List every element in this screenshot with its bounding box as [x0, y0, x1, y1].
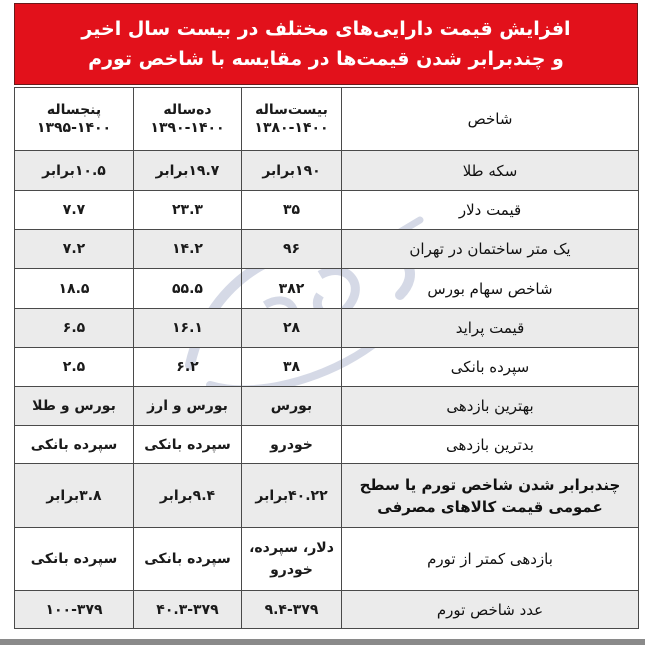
- cell-20-year: ۹.۴-۳۷۹: [242, 591, 342, 629]
- table-row: [15, 387, 639, 426]
- row-label: سپرده بانکی: [342, 348, 639, 387]
- table-row: [15, 309, 639, 348]
- cell-5-year: ۱۸.۵: [15, 269, 134, 309]
- table-row: [15, 426, 639, 464]
- cell-5-year: سپرده بانکی: [15, 528, 134, 591]
- cell-10-year: ۹.۴برابر: [134, 464, 242, 528]
- cell-5-year: ۲.۵: [15, 348, 134, 387]
- bottom-border-bar: [0, 639, 645, 645]
- cell-20-year: ۱۹۰برابر: [242, 151, 342, 191]
- cell-20-year: دلار، سپرده، خودرو: [242, 528, 342, 591]
- cell-5-year: ۱۰۰-۳۷۹: [15, 591, 134, 629]
- table-row: [15, 591, 639, 629]
- cell-10-year: ۴۰.۳-۳۷۹: [134, 591, 242, 629]
- cell-20-year: ۳۸۲: [242, 269, 342, 309]
- table-row: [15, 528, 639, 591]
- cell-10-year: سپرده بانکی: [134, 426, 242, 464]
- cell-10-year: ۵۵.۵: [134, 269, 242, 309]
- row-label: سکه طلا: [342, 151, 639, 191]
- column-header-5-year: پنجساله ۱۳۹۵-۱۴۰۰: [15, 88, 134, 151]
- cell-5-year: ۷.۷: [15, 191, 134, 230]
- title-banner: [14, 3, 638, 85]
- cell-20-year: ۳۵: [242, 191, 342, 230]
- cell-20-year: خودرو: [242, 426, 342, 464]
- table-row: [15, 191, 639, 230]
- column-header-indicator: شاخص: [342, 88, 639, 151]
- cell-20-year: ۳۸: [242, 348, 342, 387]
- table-header-row: [15, 88, 639, 151]
- table-row: [15, 348, 639, 387]
- cell-20-year: بورس: [242, 387, 342, 426]
- cell-5-year: سپرده بانکی: [15, 426, 134, 464]
- row-label: بدترین بازدهی: [342, 426, 639, 464]
- cell-5-year: ۶.۵: [15, 309, 134, 348]
- column-header-20-year: بیست‌ساله ۱۳۸۰-۱۴۰۰: [242, 88, 342, 151]
- row-label: قیمت دلار: [342, 191, 639, 230]
- cell-20-year: ۲۸: [242, 309, 342, 348]
- comparison-table: [14, 87, 639, 629]
- title-line-2: و چندبرابر شدن قیمت‌ها در مقایسه با شاخص تورم: [88, 48, 564, 70]
- row-label: بهترین بازدهی: [342, 387, 639, 426]
- table-row: [15, 151, 639, 191]
- cell-10-year: سپرده بانکی: [134, 528, 242, 591]
- cell-10-year: ۲۳.۳: [134, 191, 242, 230]
- cell-10-year: ۱۴.۲: [134, 230, 242, 269]
- cell-20-year: ۴۰.۲۲برابر: [242, 464, 342, 528]
- row-label: عدد شاخص تورم: [342, 591, 639, 629]
- cell-5-year: ۱۰.۵برابر: [15, 151, 134, 191]
- cell-10-year: ۱۹.۷برابر: [134, 151, 242, 191]
- row-label: قیمت پراید: [342, 309, 639, 348]
- row-label: شاخص سهام بورس: [342, 269, 639, 309]
- cell-10-year: ۶.۲: [134, 348, 242, 387]
- cell-10-year: بورس و ارز: [134, 387, 242, 426]
- table-row: [15, 230, 639, 269]
- cell-5-year: ۳.۸برابر: [15, 464, 134, 528]
- cell-20-year: ۹۶: [242, 230, 342, 269]
- row-label: بازدهی کمتر از تورم: [342, 528, 639, 591]
- cell-5-year: ۷.۲: [15, 230, 134, 269]
- table-row: [15, 464, 639, 528]
- row-label: چندبرابر شدن شاخص تورم یا سطح عمومی قیمت کالاهای مصرفی: [342, 464, 639, 528]
- cell-10-year: ۱۶.۱: [134, 309, 242, 348]
- table-row: [15, 269, 639, 309]
- title-line-1: افزایش قیمت دارایی‌های مختلف در بیست سال اخیر: [81, 18, 571, 40]
- row-label: یک متر ساختمان در تهران: [342, 230, 639, 269]
- cell-5-year: بورس و طلا: [15, 387, 134, 426]
- column-header-10-year: ده‌ساله ۱۳۹۰-۱۴۰۰: [134, 88, 242, 151]
